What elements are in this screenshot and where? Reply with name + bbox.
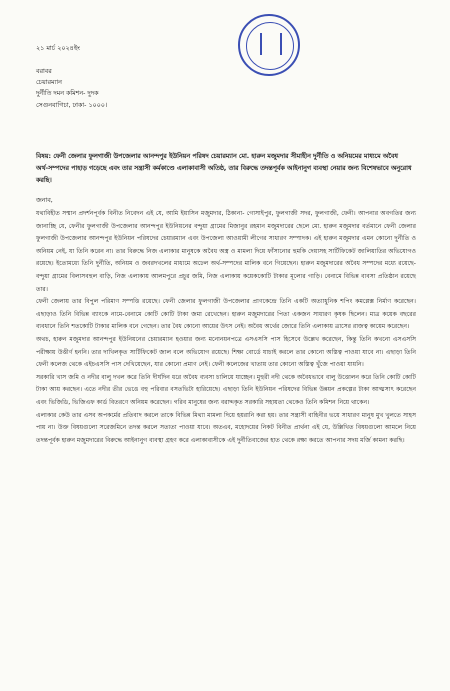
body-paragraph: যথাবিহীত সম্মান প্রদর্শনপূর্বক বিনীত নিবেদন এই যে, আমি ইয়াসিন মজুমদার, ঠিকানা- গোসাইপুর, ফুলগাজী সদর, ফুলগাজী, ফেনী। আপনার অবগতির জন্য জানাচ্ছি যে, ফেনীর ফুলগাজী উপজেলার আনন্দপুর ইউনিয়নের বন্দুয়া গ্রামের মিজানুর রহমান মজুমদারের ছেলে মো. হারুন মজুমদার বর্তমানে ফেনী জেলার ফুলগাজী উপজেলার আনন্দপুর ইউনিয়ন পরিষদের চেয়ারম্যান এবং উপজেলা আওয়ামী লীগের সাধারণ সম্পাদক। এই হারুন মজুমদার এমন কোনো দুর্নীতি ও অনিয়ম নেই, যা তিনি করেন না। তার বিরুদ্ধে নিজ এলাকার মানুষকে অবৈধ অস্ত্র ও মামলা দিয়ে ফাঁসানোর হুমকি দেয়াসহ সার্টিফিকেট জালিয়াতির অভিযোগও রয়েছে। ইতোমধ্যে তিনি দুর্নীতি, অনিয়ম ও জবরদখলের মাধ্যমে অঢেল অর্থ-সম্পদের মালিক বনে গিয়েছেন। হারুন মজুমদারের অবৈধ সম্পদের মধ্যে রয়েছে- বন্দুয়া গ্রামের বিলাসবহুল বাড়ি, নিজ এলাকায় আলমপুরে প্রচুর জমি, নিজ এলাকায় কয়েককোটি টাকার মূল্যের গাড়ি। বেনামে বিভিন্ন ব্যবসা প্রতিষ্ঠান রয়েছে তার। (36, 210, 416, 293)
body-paragraph: ফেনী জেলায় তার বিপুল পরিমাণ সম্পত্তি রয়েছে। ফেনী জেলার ফুলগাজী উপজেলার প্রাণকেন্দ্রে তিনি একটি অত্যাধুনিক শপিং কমপ্লেক্স নির্মাণ করেছেন। এছাড়াও তিনি বিভিন্ন ব্যাংকে নামে-বেনামে কোটি কোটি টাকা জমা রেখেছেন। হারুন মজুমদারের পিতা একজন সাধারণ কৃষক ছিলেন। মাত্র কয়েক বছরের ব্যবধানে তিনি শতকোটি টাকার মালিক বনে গেছেন। তার বৈধ কোনো আয়ের উৎস নেই। অবৈধ অর্থের জোরে তিনি এলাকায় ত্রাসের রাজত্ব কায়েম করেছেন। (36, 298, 416, 331)
salutation: জনাব, (36, 197, 53, 204)
recipient-line: চেয়ারম্যান (36, 79, 62, 87)
letter-body (36, 208, 416, 447)
seal-emblem (260, 33, 282, 55)
body-paragraph: অথচ, হারুন মজুমদার আনন্দপুর ইউনিয়নের চেয়ারম্যান হওয়ার জন্য মনোনয়নপত্রে এসএসসি পাস হিসেবে উল্লেখ করেছেন, কিন্তু তিনি কখনো এসএসসি পরীক্ষায় উত্তীর্ণ হননি। তার দাখিলকৃত সার্টিফিকেট জাল বলে অভিযোগ রয়েছে। শিক্ষা বোর্ডে যাচাই করলে তার কোনো অস্তিত্ব পাওয়া যাবে না। এছাড়া তিনি ফেনী কলেজ থেকে এইচএসসি পাস দেখিয়েছেন, যার কোনো প্রমাণ নেই। ফেনী কলেজের খাতায় তার কোনো অস্তিত্ব খুঁজে পাওয়া যায়নি। (36, 335, 416, 369)
body-paragraph: এলাকার কেউ তার এসব অপকর্মের প্রতিবাদ করলে তাকে বিভিন্ন মিথ্যা মামলা দিয়ে হয়রানি করা হয়। তার সন্ত্রাসী বাহিনীর ভয়ে সাধারণ মানুষ মুখ খুলতে সাহস পায় না। উক্ত বিষয়গুলো সরেজমিনে তদন্ত করলে সত্যতা পাওয়া যাবে। অতএব, মহোদয়ের নিকট বিনীত প্রার্থনা এই যে, উল্লিখিত বিষয়গুলো আমলে নিয়ে তদন্তপূর্বক হারুন মজুমদারের বিরুদ্ধে আইনানুগ ব্যবস্থা গ্রহণ করে এলাকাবাসীকে এই দুর্নীতিবাজের হাত থেকে রক্ষা করতে আপনার সদয় মর্জি কামনা করছি। (36, 411, 416, 444)
recipient-line: বরাবর (36, 68, 52, 75)
letter-date: ২১ মার্চ ২০২৪ইং (36, 44, 80, 52)
recipient-address (36, 66, 107, 111)
official-seal-stamp (238, 14, 300, 76)
recipient-line: সেগুনবাগিচা, ঢাকা- ১০০০। (36, 101, 108, 109)
body-paragraph: সরকারি খাস জমি ও নদীর বালু দখল করে তিনি দীর্ঘদিন ধরে অবৈধ ব্যবসা চালিয়ে যাচ্ছেন। মুহুরী নদী থেকে অবৈধভাবে বালু উত্তোলন করে তিনি কোটি কোটি টাকা আয় করছেন। এতে নদীর তীর ভেঙে বহু পরিবার বসতভিটা হারিয়েছে। এছাড়া তিনি ইউনিয়ন পরিষদের বিভিন্ন উন্নয়ন প্রকল্পের টাকা আত্মসাৎ করেছেন এবং ভিজিডি, ভিজিএফ কার্ড বিতরণে অনিয়ম করেছেন। গরিব মানুষের জন্য বরাদ্দকৃত সরকারি সহায়তা থেকেও তিনি কমিশন নিয়ে থাকেন। (36, 373, 416, 406)
recipient-line: দুর্নীতি দমন কমিশন- দুদক (36, 90, 99, 98)
letter-subject: বিষয়: ফেনী জেলার ফুলগাজী উপজেলার আনন্দপুর ইউনিয়ন পরিষদ চেয়ারম্যান মো. হারুন মজুমদার সীমাহীন দুর্নীতি ও অনিয়মের মাধ্যমে অবৈধ অর্থ-সম্পদের পাহাড় গড়েছে এবং তার সন্ত্রাসী কর্মকাণ্ডে এলাকাবাসী অতিষ্ঠ, তার বিরুদ্ধে তদন্তপূর্বক আইনানুগ ব্যবস্থা নেয়ার জন্য বিশেষভাবে অনুরোধ করছি। (36, 153, 412, 184)
